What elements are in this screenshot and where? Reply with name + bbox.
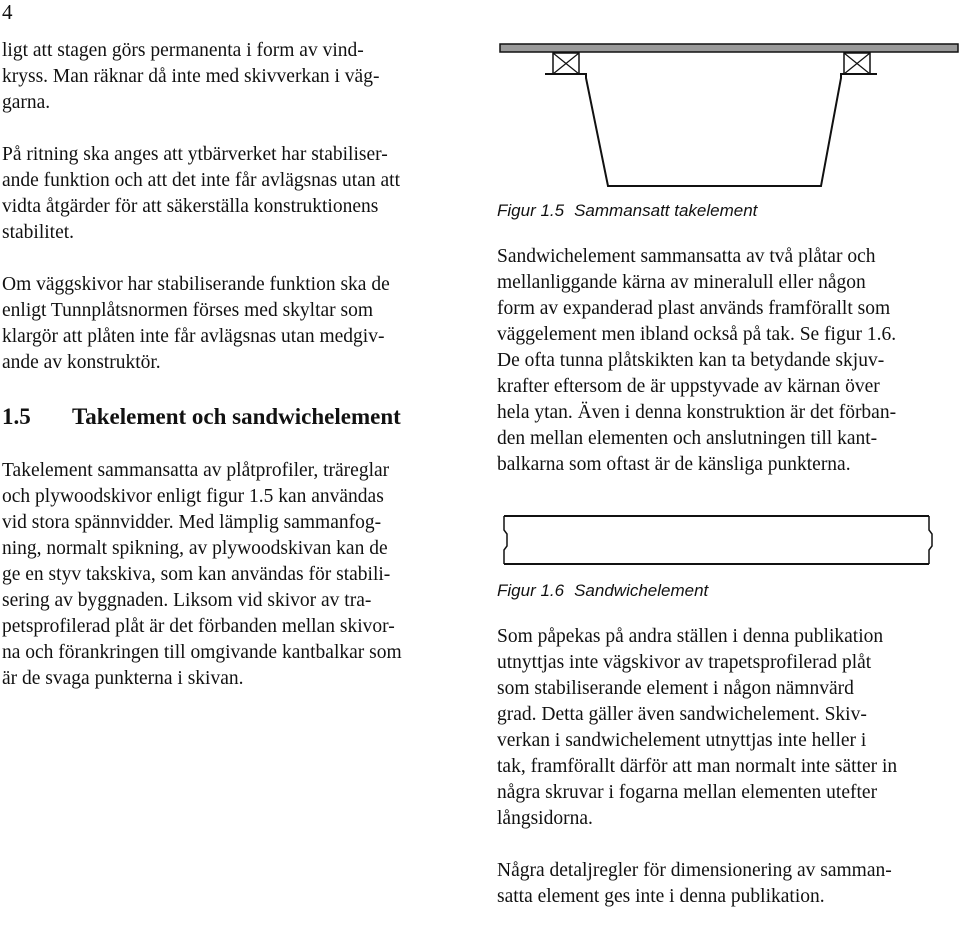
- timber-batten-left: [553, 53, 579, 74]
- text-line: den mellan elementen och anslutningen till kant-: [497, 428, 878, 449]
- text-line: vid stora spännvidder. Med lämplig sammanfog-: [2, 512, 382, 533]
- right-joint: [929, 516, 932, 564]
- text-line: hela ytan. Även i denna konstruktion är det förban-: [497, 402, 897, 423]
- section-number: 1.5: [2, 404, 31, 429]
- text-line: krafter eftersom de är uppstyvade av kärnan över: [497, 376, 880, 397]
- text-line: På ritning ska anges att ytbärverket har stabiliser-: [2, 144, 388, 165]
- figure-number: Figur 1.5: [497, 201, 565, 220]
- paragraph-sandwich-elements: [497, 244, 960, 478]
- text-line: kryss. Man räknar då inte med skivverkan i väg-: [2, 66, 380, 87]
- text-line: stabilitet.: [2, 222, 75, 243]
- text-line: garna.: [2, 92, 51, 113]
- paragraph-roof-elements: [2, 458, 462, 692]
- paragraph-wall-sheets: [2, 272, 462, 376]
- text-line: grad. Detta gäller även sandwichelement. Skiv-: [497, 704, 867, 725]
- section-heading: [2, 402, 462, 432]
- steel-profile: [545, 74, 877, 186]
- paragraph-drawing-requirements: [2, 142, 462, 246]
- figure-caption-1-6: [497, 580, 960, 602]
- text-line: form av expanderad plast används framförallt som: [497, 298, 891, 319]
- text-line: långsidorna.: [497, 808, 593, 829]
- text-line: Om väggskivor har stabiliserande funktion ska de: [2, 274, 390, 295]
- text-line: som stabiliserande element i någon nämnvärd: [497, 678, 854, 699]
- text-line: satta element ges inte i denna publikation.: [497, 886, 825, 907]
- text-line: verkan i sandwichelement utnyttjas inte heller i: [497, 730, 867, 751]
- left-column: [2, 38, 462, 718]
- figure-number: Figur 1.6: [497, 581, 565, 600]
- paragraph-wind-bracing: [2, 38, 462, 116]
- timber-batten-right: [844, 53, 870, 74]
- page-number: 4: [2, 0, 13, 24]
- text-line: ligt att stagen görs permanenta i form av vind-: [2, 40, 364, 61]
- figure-title: Sammansatt takelement: [574, 201, 758, 220]
- text-line: tak, framförallt därför att man normalt inte sätter in: [497, 756, 898, 777]
- text-line: balkarna som oftast är de känsliga punkterna.: [497, 454, 851, 475]
- right-column: [497, 0, 960, 936]
- figure-title: Sandwichelement: [574, 581, 709, 600]
- text-line: De ofta tunna plåtskikten kan ta betydande skjuv-: [497, 350, 885, 371]
- paragraph-detail-rules: [497, 858, 960, 910]
- paragraph-stabilizing-use: [497, 624, 960, 832]
- plywood-board: [500, 44, 958, 52]
- section-title: Takelement och sandwichelement: [72, 404, 401, 429]
- text-line: ande av konstruktör.: [2, 352, 161, 373]
- left-joint: [504, 516, 507, 564]
- figure-caption-1-5: [497, 200, 960, 222]
- text-line: Som påpekas på andra ställen i denna publikation: [497, 626, 884, 647]
- text-line: Några detaljregler för dimensionering av samman-: [497, 860, 892, 881]
- text-line: petsprofilerad plåt är det förbanden mellan skivor-: [2, 616, 395, 637]
- text-line: väggelement men ibland också på tak. Se figur 1.6.: [497, 324, 897, 345]
- text-line: Sandwichelement sammansatta av två plåtar och: [497, 246, 876, 267]
- figure-composite-roof-element: [497, 0, 960, 196]
- figure-sandwich-element: [497, 502, 960, 566]
- text-line: ande funktion och att det inte får avlägsnas utan att: [2, 170, 400, 191]
- text-line: och plywoodskivor enligt figur 1.5 kan användas: [2, 486, 384, 507]
- text-line: Takelement sammansatta av plåtprofiler, träreglar: [2, 460, 390, 481]
- text-line: sering av byggnaden. Liksom vid skivor av tra-: [2, 590, 372, 611]
- text-line: är de svaga punkterna i skivan.: [2, 668, 244, 689]
- text-line: utnyttjas inte vägskivor av trapetsprofilerad plåt: [497, 652, 872, 673]
- text-line: ge en styv takskiva, som kan användas för stabili-: [2, 564, 391, 585]
- text-line: ning, normalt spikning, av plywoodskivan kan de: [2, 538, 388, 559]
- text-line: enligt Tunnplåtsnormen förses med skyltar som: [2, 300, 374, 321]
- text-line: mellanliggande kärna av mineralull eller någon: [497, 272, 866, 293]
- text-line: några skruvar i fogarna mellan elementen utefter: [497, 782, 878, 803]
- text-line: klargör att plåten inte får avlägsnas utan medgiv-: [2, 326, 385, 347]
- text-line: vidta åtgärder för att säkerställa konstruktionens: [2, 196, 379, 217]
- text-line: na och förankringen till omgivande kantbalkar som: [2, 642, 402, 663]
